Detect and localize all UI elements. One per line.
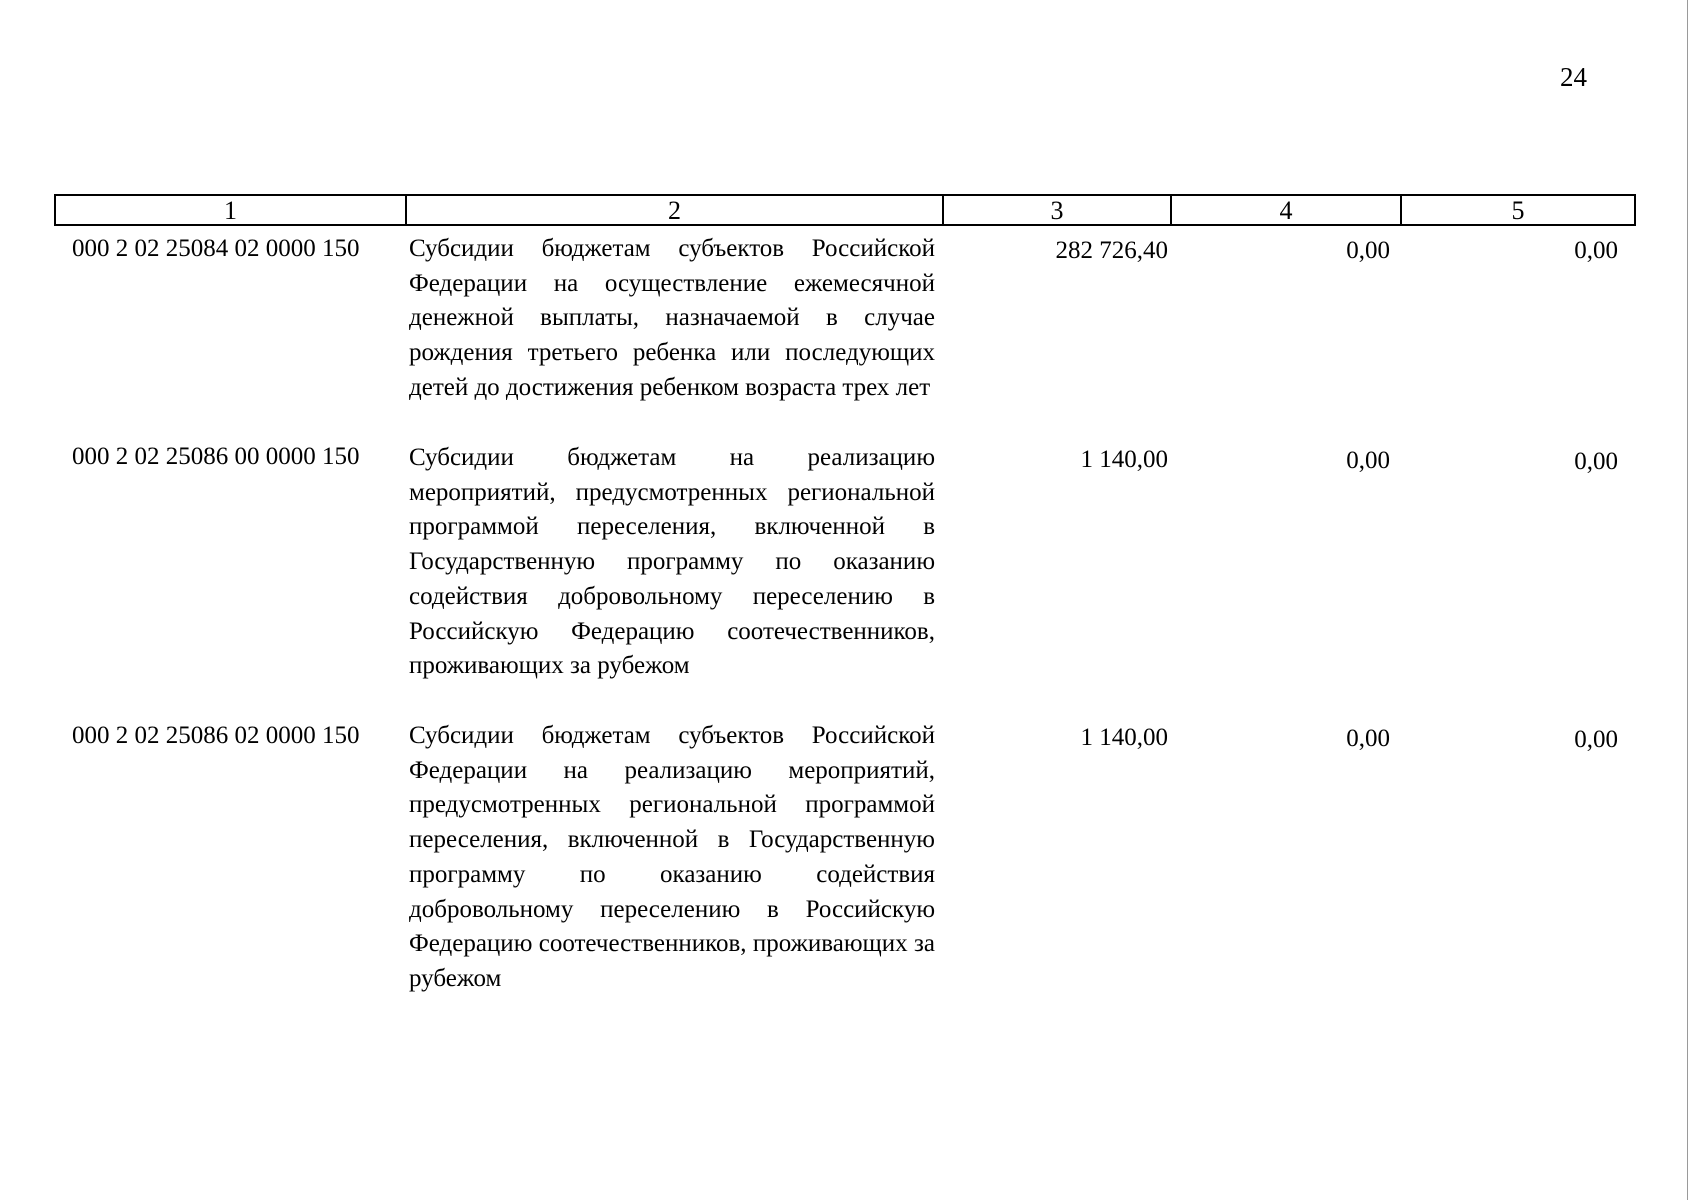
- row-2-col5-value: 0,00: [1574, 448, 1618, 475]
- row-2-code: 000 2 02 25086 00 0000 150: [72, 443, 360, 470]
- page-number: 24: [1560, 62, 1587, 92]
- row-2-col4-value: 0,00: [1346, 447, 1390, 474]
- row-3-code: 000 2 02 25086 02 0000 150: [72, 722, 360, 749]
- header-cell-3: 3: [942, 194, 1172, 226]
- row-3-description: Субсидии бюджетам субъектов Российской Федерации на реализацию мероприятий, предусмотренных региональной программой переселения, включенной в Государственную программу по оказанию содействия добровольному переселению в Российскую Федерацию соотечественников, проживающих за рубежом: [409, 722, 935, 992]
- header-cell-5: 5: [1400, 194, 1636, 226]
- row-1-col5-value: 0,00: [1574, 237, 1618, 264]
- table-header-row: [54, 194, 1636, 232]
- header-cell-1: 1: [54, 194, 407, 226]
- row-2-col3-value: 1 140,00: [1080, 446, 1168, 473]
- row-3-col3-value: 1 140,00: [1080, 724, 1168, 751]
- header-cell-2: 2: [405, 194, 944, 226]
- header-cell-4: 4: [1170, 194, 1402, 226]
- row-1-code: 000 2 02 25084 02 0000 150: [72, 235, 360, 262]
- row-1-description: Субсидии бюджетам субъектов Российской Федерации на осуществление ежемесячной денежной выплаты, назначаемой в случае рождения третьего ребенка или последующих детей до достижения ребенком возраста трех лет: [409, 235, 935, 401]
- scan-edge-line: [1687, 0, 1688, 1200]
- row-2-description: Субсидии бюджетам на реализацию мероприятий, предусмотренных региональной программой переселения, включенной в Государственную программу по оказанию содействия добровольному переселению в Российскую Федерацию соотечественников, проживающих за рубежом: [409, 444, 935, 680]
- row-1-col4-value: 0,00: [1346, 237, 1390, 264]
- row-3-col5-value: 0,00: [1574, 726, 1618, 753]
- row-3-col4-value: 0,00: [1346, 725, 1390, 752]
- row-1-col3-value: 282 726,40: [1055, 237, 1168, 264]
